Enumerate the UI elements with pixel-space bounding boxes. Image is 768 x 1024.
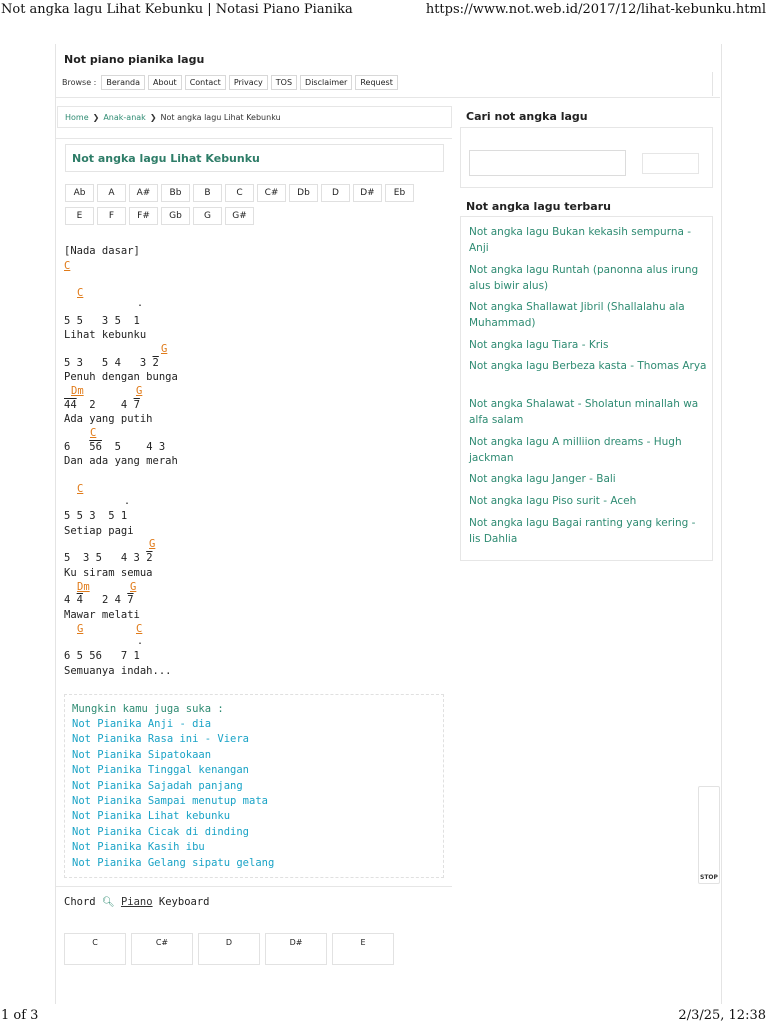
stop-button[interactable]: STOP [700,874,718,881]
related-link[interactable]: Not Pianika Cicak di dinding [72,826,250,838]
notation-line [64,358,159,369]
latest-song-link[interactable]: Not angka lagu Bagai ranting yang kering - Iis Dahlia [469,517,696,545]
notes: 5 4 3 [101,441,166,453]
site-title[interactable]: Not piano pianika lagu [64,53,205,66]
related-link[interactable]: Not Pianika Sampai menutup mata [72,795,268,807]
breadcrumb-current: Not angka lagu Lihat Kebunku [160,112,281,122]
key-ab[interactable]: Ab [65,184,94,202]
transpose-keys-row-2 [65,207,445,225]
related-link[interactable]: Not Pianika Rasa ini - Viera [72,733,250,745]
breadcrumb-separator: ❯ [92,112,100,122]
transpose-keys-row-1 [65,184,445,202]
top-nav [62,75,398,90]
search-section-title: Cari not angka lagu [466,110,588,123]
chord: G [149,538,156,550]
chord: G [130,581,137,593]
nav-privacy[interactable]: Privacy [229,75,268,90]
piano-key-c[interactable]: C [64,933,126,965]
key-d-sharp[interactable]: D# [353,184,382,202]
latest-song-link[interactable]: Not angka lagu Berbeza kasta - Thomas Arya [469,360,707,372]
notation-line [64,595,134,606]
key-b[interactable]: B [193,184,222,202]
nav-tos[interactable]: TOS [271,75,297,90]
key-d[interactable]: D [321,184,350,202]
breadcrumb-category[interactable]: Anak-anak [103,112,146,122]
key-g[interactable]: G [193,207,222,225]
key-c[interactable]: C [225,184,254,202]
latest-song-link[interactable]: Not angka Shallawat Jibril (Shallalahu ala Muhammad) [469,301,685,329]
print-date: 2/3/25, 12:38 [678,1008,766,1023]
chord: Dm [77,581,90,593]
print-page-url: https://www.not.web.id/2017/12/lihat-kebunku.html [425,2,766,17]
octave-dot: . [124,496,131,507]
piano-link[interactable]: Piano [120,896,153,908]
nav-request[interactable]: Request [355,75,398,90]
notation-line [64,400,140,411]
nada-dasar-label: [Nada dasar] [64,245,140,257]
latest-song-link[interactable]: Not angka lagu Piso surit - Aceh [469,495,637,507]
print-page-number: 1 of 3 [1,1008,39,1023]
notes: 5 3 5 4 3 [64,357,153,369]
piano-key-d[interactable]: D [198,933,260,965]
related-link[interactable]: Not Pianika Lihat kebunku [72,810,231,822]
latest-song-link[interactable]: Not angka lagu Runtah (panonna alus irung alus biwir alus) [469,264,699,292]
key-eb[interactable]: Eb [385,184,414,202]
chord: C [136,623,143,635]
chord: Dm [71,385,84,397]
lyric-line: Dan ada yang merah [64,455,178,467]
search-button[interactable] [642,153,699,174]
chord: G [136,385,143,397]
auto-scroll-track[interactable] [698,786,720,884]
key-c-sharp[interactable]: C# [257,184,286,202]
notes-low: 44 [64,399,77,411]
search-icon: 🔍︎ [101,897,115,908]
notation-line: 5 5 3 5 1 [64,510,128,522]
piano-key-e[interactable]: E [332,933,394,965]
octave-dot: . [137,298,144,309]
nav-contact[interactable]: Contact [185,75,226,90]
lyric-line: Penuh dengan bunga [64,371,178,383]
latest-song-link[interactable]: Not angka lagu Bukan kekasih sempurna - Anji [469,226,692,254]
notes: 2 4 [76,399,134,411]
notation-line: 6 5 56 7 1 [64,650,140,662]
notes-low: 2 [146,552,153,564]
key-f[interactable]: F [97,207,126,225]
section-rule [56,886,452,887]
chord: C [77,287,84,299]
key-db[interactable]: Db [289,184,318,202]
notes-low: 7 [127,594,134,606]
latest-song-link[interactable]: Not angka lagu Janger - Bali [469,473,616,485]
piano-key-c-sharp[interactable]: C# [131,933,193,965]
notes-low: 2 [152,357,159,369]
notes-low: 7 [133,399,140,411]
chord: G [77,623,84,635]
related-link[interactable]: Not Pianika Kasih ibu [72,841,205,853]
lyric-line: Semuanya indah... [64,665,172,677]
nada-dasar-chord: C [64,260,71,272]
related-heading: Mungkin kamu juga suka : [72,703,224,715]
search-input[interactable] [469,150,626,176]
nav-disclaimer[interactable]: Disclaimer [300,75,352,90]
latest-song-link[interactable]: Not angka lagu A milliion dreams - Hugh jackman [469,436,682,464]
header-divider [712,72,713,96]
octave-dot: . [137,636,144,647]
lyric-line: Setiap pagi [64,525,134,537]
key-f-sharp[interactable]: F# [129,207,158,225]
notation-line [64,442,165,453]
key-g-sharp[interactable]: G# [225,207,254,225]
key-gb[interactable]: Gb [161,207,190,225]
notes: 5 3 5 4 3 [64,552,147,564]
key-bb[interactable]: Bb [161,184,190,202]
key-a-sharp[interactable]: A# [129,184,158,202]
post-title: Not angka lagu Lihat Kebunku [65,144,444,172]
breadcrumb-home[interactable]: Home [65,112,89,122]
notes-low: 4 [76,594,83,606]
chord: C [90,427,97,439]
lyric-line: Ku siram semua [64,567,153,579]
chord-label: Chord [64,896,96,908]
notation-line [64,553,153,564]
related-link[interactable]: Not Pianika Anji - dia [72,718,212,730]
lyric-line: Mawar melati [64,609,140,621]
lyric-line: Ada yang putih [64,413,153,425]
nav-about[interactable]: About [148,75,182,90]
latest-section-title: Not angka lagu terbaru [466,200,611,213]
browse-label: Browse : [62,78,97,87]
breadcrumb-separator: ❯ [149,112,157,122]
notes-low: 56 [89,441,102,453]
lyric-line: Lihat kebunku [64,329,147,341]
chord: G [161,343,168,355]
keyboard-label: Keyboard [158,896,210,908]
breadcrumb [57,106,452,128]
key-e[interactable]: E [65,207,94,225]
related-link[interactable]: Not Pianika Gelang sipatu gelang [72,857,275,869]
related-songs-box [64,694,444,878]
notes: 2 4 [82,594,128,606]
related-link[interactable]: Not Pianika Tinggal kenangan [72,764,250,776]
piano-key-d-sharp[interactable]: D# [265,933,327,965]
related-link[interactable]: Not Pianika Sipatokaan [72,749,212,761]
related-link[interactable]: Not Pianika Sajadah panjang [72,780,243,792]
content-rule [56,138,452,139]
notation-line: 5 5 3 5 1 [64,315,140,327]
notes: 6 [64,441,90,453]
key-a[interactable]: A [97,184,126,202]
chord-tool-line [64,896,209,908]
latest-song-link[interactable]: Not angka lagu Tiara - Kris [469,339,609,351]
latest-song-link[interactable]: Not angka Shalawat - Sholatun minallah wa alfa salam [469,398,699,426]
nav-beranda[interactable]: Beranda [101,75,145,90]
notes: 4 [64,594,77,606]
chord: C [77,483,84,495]
print-page-title: Not angka lagu Lihat Kebunku | Notasi Piano Pianika [1,2,353,17]
header-rule [56,97,720,98]
